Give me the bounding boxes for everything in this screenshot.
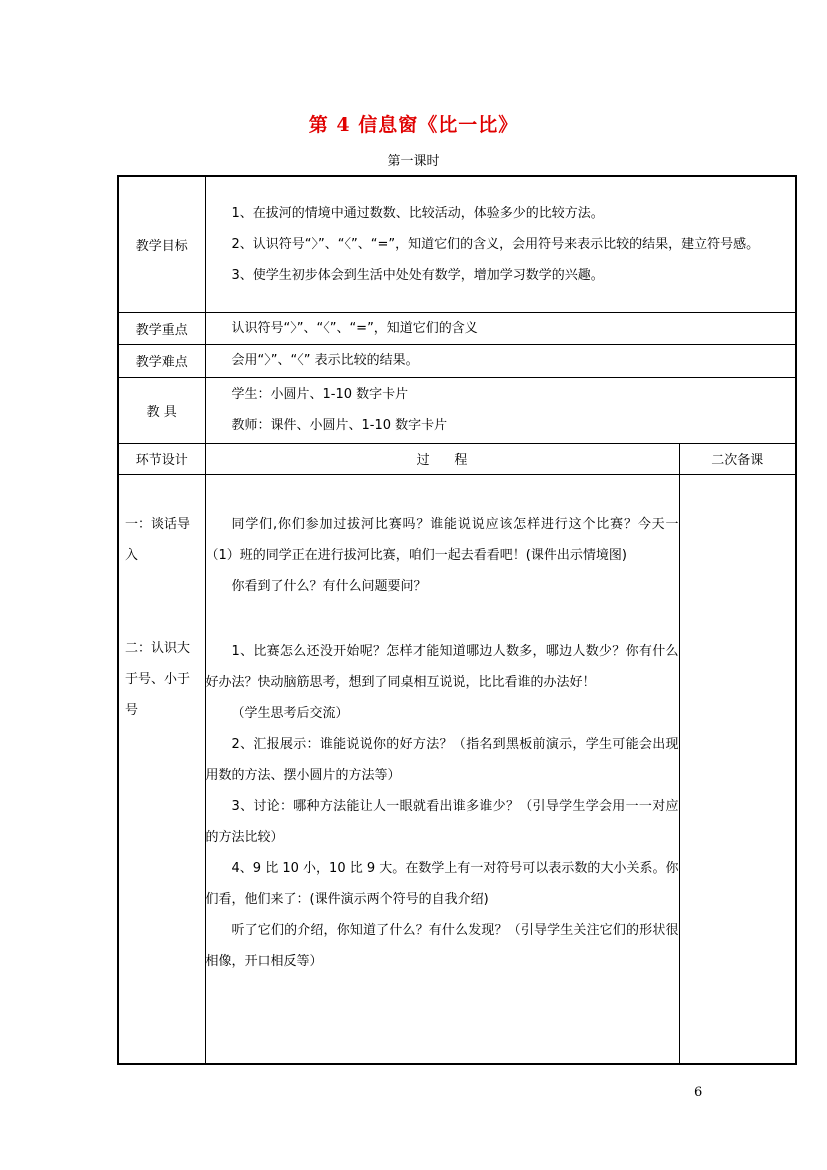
header-second-prep: 二次备课 <box>679 443 796 474</box>
symbols-paragraph-6: 听了它们的介绍，你知道了什么？有什么发现？（引导学生关注它们的形状很相像，开口相反等） <box>205 922 679 969</box>
goal-item-2: 2、认识符号“〉”、“〈”、“=”，知道它们的含义，会用符号来表示比较的结果，建立符号感。 <box>231 236 760 252</box>
intro-paragraph-1: 同学们,你们参加过拔河比赛吗？谁能说说应该怎样进行这个比赛？今天一（1）班的同学正在进行拔河比赛，咱们一起去看看吧！(课件出示情境图) <box>205 516 679 563</box>
row-process <box>118 474 796 1064</box>
symbols-paragraph-1: 1、比赛怎么还没开始呢？怎样才能知道哪边人数多，哪边人数少？你有什么好办法？快动脑筋思考，想到了同桌相互说说，比比看谁的办法好！ <box>205 643 679 690</box>
teaching-key-text: 认识符号“〉”、“〈”、“=”，知道它们的含义 <box>231 320 478 336</box>
symbols-paragraph-4: 3、讨论：哪种方法能让人一眼就看出谁多谁少？（引导学生学会用一一对应的方法比较） <box>205 798 679 845</box>
symbols-paragraph-3: 2、汇报展示：谁能说说你的好方法？（指名到黑板前演示，学生可能会出现用数的方法、摆小圆片的方法等） <box>205 736 679 783</box>
teaching-difficulty-text: 会用“〉”、“〈” 表示比较的结果。 <box>231 353 419 368</box>
symbols-paragraph-2: （学生思考后交流） <box>231 705 349 721</box>
row-teaching-tools <box>118 377 796 443</box>
teaching-goals-content <box>205 176 796 312</box>
stage-labels <box>118 474 205 1064</box>
section-gap <box>206 602 679 636</box>
goal-item-1: 1、在拔河的情境中通过数数、比较活动，体验多少的比较方法。 <box>231 205 604 221</box>
label-teaching-key: 教学重点 <box>118 312 205 344</box>
teaching-difficulty-content <box>205 344 796 377</box>
page-subtitle: 第一课时 <box>387 154 440 169</box>
symbols-paragraph-5: 4、9 比 10 小，10 比 9 大。在数学上有一对符号可以表示数的大小关系。你们看，他们来了：(课件演示两个符号的自我介绍) <box>205 860 679 907</box>
header-stage-design: 环节设计 <box>118 443 205 474</box>
label-teaching-difficulty: 教学难点 <box>118 344 205 377</box>
label-teaching-tools: 教 具 <box>118 377 205 443</box>
teaching-key-content <box>205 312 796 344</box>
stage-label-intro: 一：谈话导入 <box>125 516 191 563</box>
tools-teacher: 教师：课件、小圆片、1-10 数字卡片 <box>231 418 448 433</box>
page-number: 6 <box>694 1085 703 1100</box>
stage-label-symbols: 二：认识大于号、小于号 <box>125 640 191 718</box>
tools-student: 学生：小圆片、1-10 数字卡片 <box>231 387 409 402</box>
row-teaching-goals <box>118 176 796 312</box>
lesson-plan-table <box>117 175 797 1065</box>
header-process: 过 程 <box>205 443 679 474</box>
teaching-tools-content <box>205 377 796 443</box>
label-teaching-goals: 教学目标 <box>118 176 205 312</box>
page-title: 第 4 信息窗《比一比》 <box>308 114 519 136</box>
goal-item-3: 3、使学生初步体会到生活中处处有数学，增加学习数学的兴趣。 <box>231 267 604 283</box>
row-teaching-key <box>118 312 796 344</box>
second-prep-cell <box>679 474 796 1064</box>
row-teaching-difficulty <box>118 344 796 377</box>
process-content <box>205 474 679 1064</box>
row-header <box>118 443 796 474</box>
intro-paragraph-2: 你看到了什么？有什么问题要问？ <box>231 578 427 594</box>
